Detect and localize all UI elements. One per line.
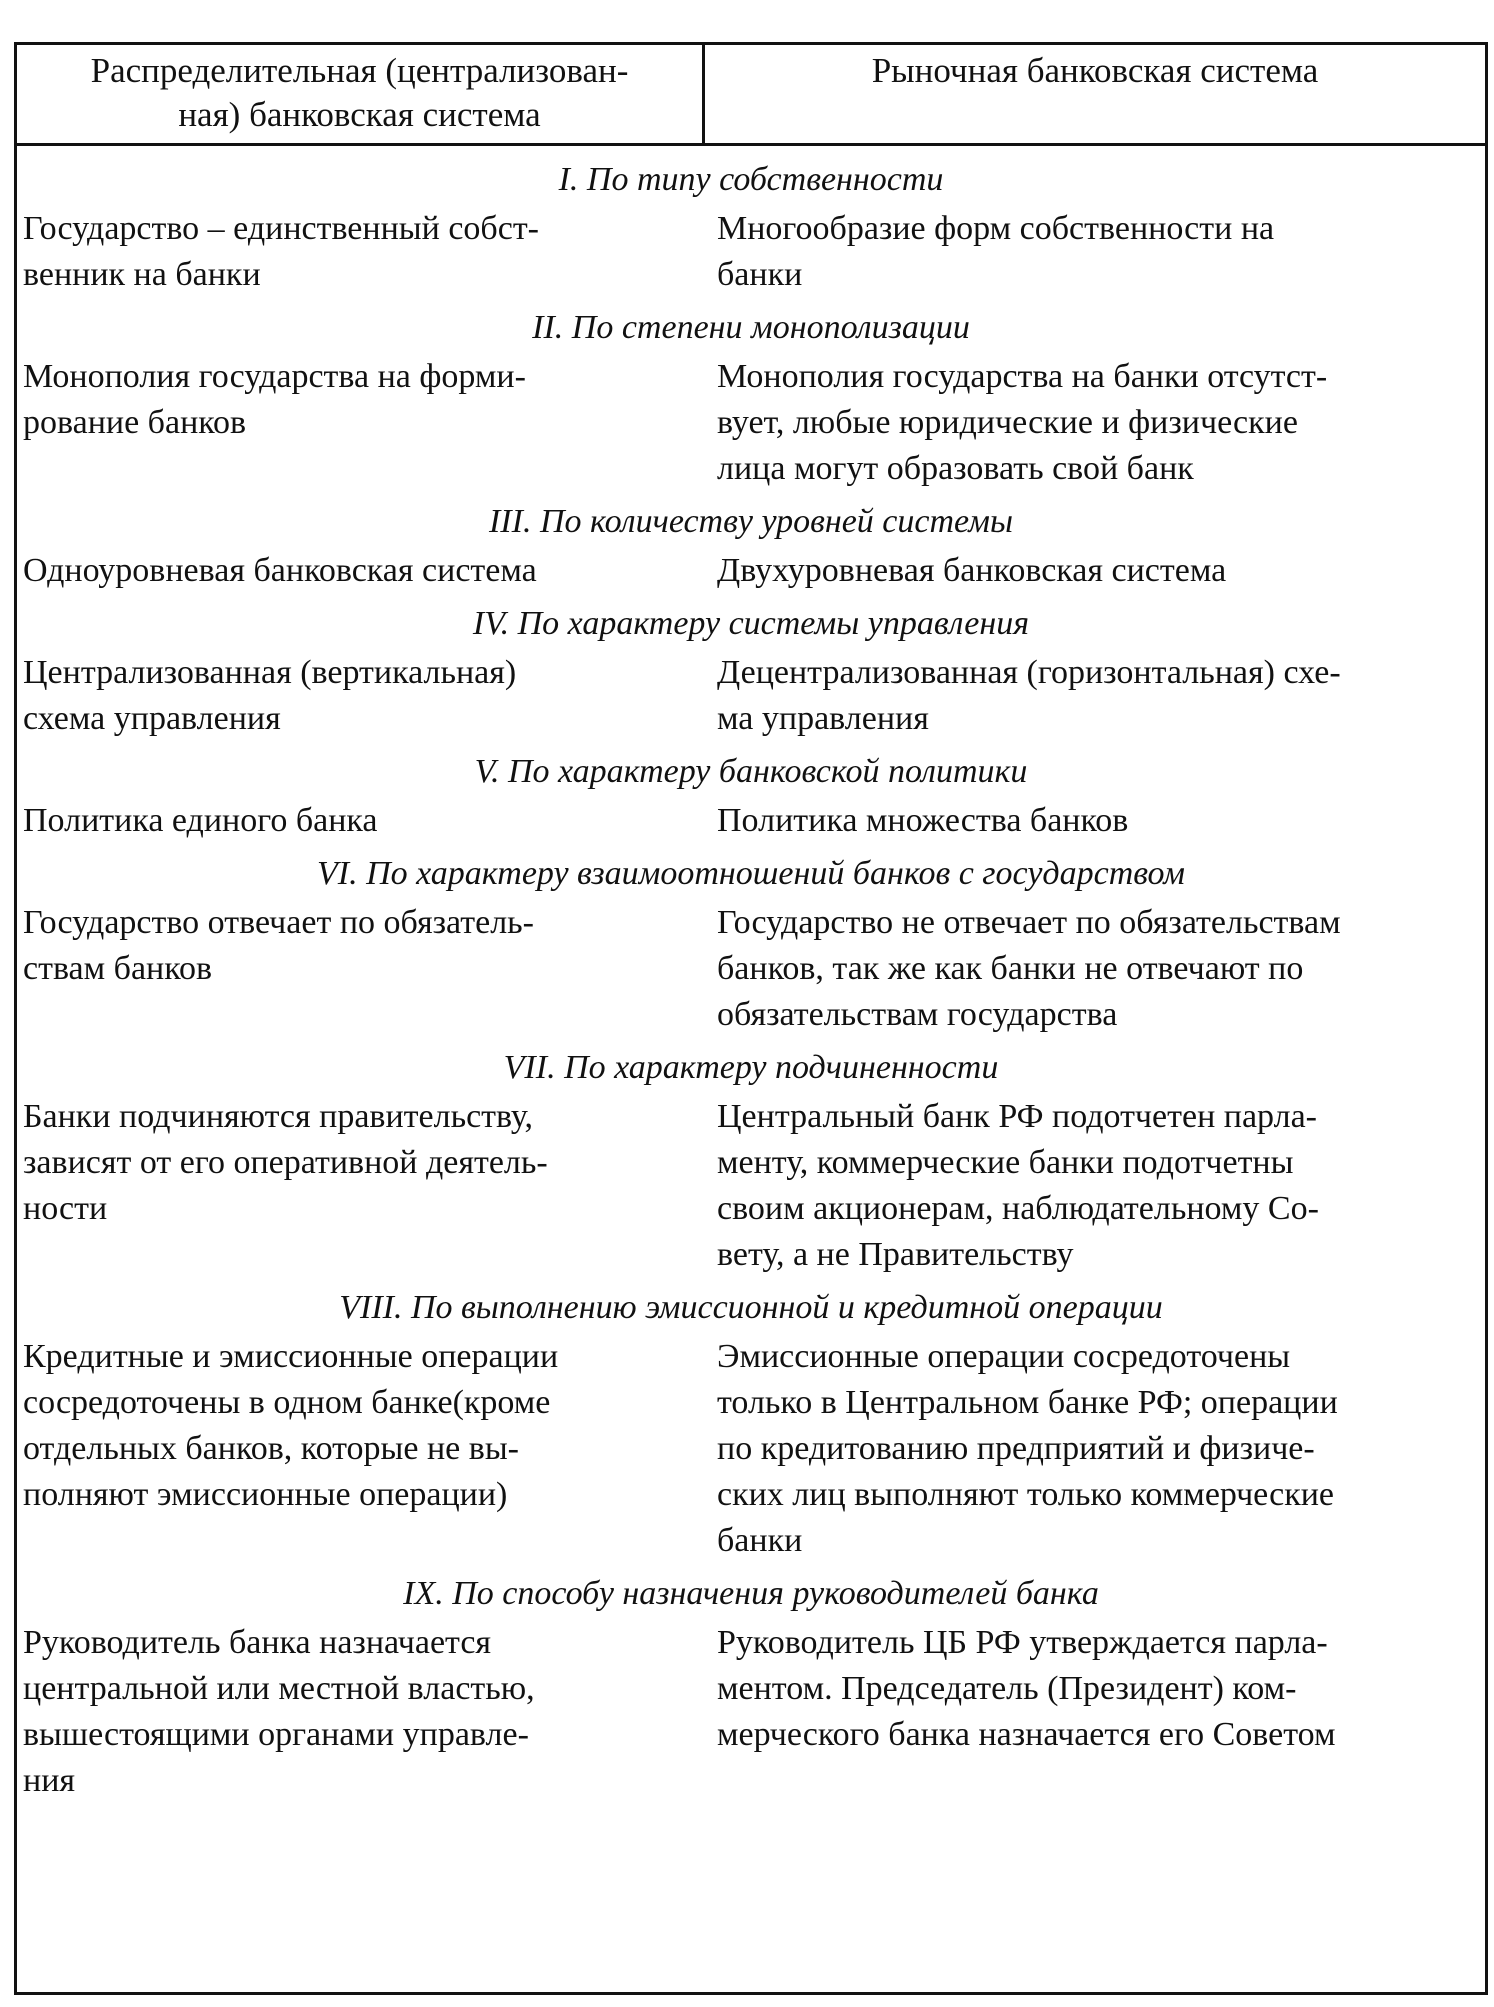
section-title: V. По характеру банковской политики (474, 753, 1028, 790)
cell-line: ствам банков (23, 950, 213, 987)
cell-line: Государство не отвечает по обязательствам (717, 904, 1341, 941)
cell-line: ских лиц выполняют только коммерческие (717, 1476, 1334, 1513)
market-cell (705, 354, 1485, 492)
cell-line: ма управления (717, 700, 929, 737)
table-row (17, 1334, 1485, 1564)
distributive-cell (17, 354, 705, 492)
distributive-cell (17, 206, 705, 298)
cell-line: центральной или местной властью, (23, 1670, 535, 1707)
cell-line: Государство отвечает по обязатель- (23, 904, 534, 941)
cell-line: лица могут образовать свой банк (717, 450, 1194, 487)
cell-line: Централизованная (вертикальная) (23, 654, 517, 691)
cell-line: Политика множества банков (717, 802, 1129, 839)
market-cell (705, 1334, 1485, 1564)
cell-line: мерческого банка назначается его Советом (717, 1716, 1336, 1753)
section-title: I. По типу собственности (558, 161, 944, 198)
cell-line: только в Центральном банке РФ; операции (717, 1384, 1338, 1421)
table-row (17, 354, 1485, 492)
cell-line: зависят от его оперативной деятель- (23, 1144, 548, 1181)
table-row (17, 548, 1485, 594)
cell-line: банков, так же как банки не отвечают по (717, 950, 1304, 987)
cell-line: Государство – единственный собст- (23, 210, 539, 247)
cell-line: Двухуровневая банковская система (717, 552, 1227, 589)
table-header (17, 45, 1485, 146)
cell-line: обязательствам государства (717, 996, 1118, 1033)
market-cell (705, 650, 1485, 742)
header-distributive-system (17, 45, 705, 143)
section-title: III. По количеству уровней системы (488, 503, 1014, 540)
header-left-line: Распределительная (централизован- (90, 51, 629, 90)
market-cell (705, 206, 1485, 298)
distributive-cell (17, 1620, 705, 1804)
header-market-system (705, 45, 1485, 143)
distributive-cell (17, 1094, 705, 1278)
section-title: II. По степени монополизации (532, 309, 970, 346)
header-right-line: Рыночная банковская система (871, 51, 1319, 90)
table-row (17, 650, 1485, 742)
section-title: VIII. По выполнению эмиссионной и кредитной операции (339, 1289, 1163, 1326)
section-title: IX. По способу назначения руководителей банка (403, 1575, 1099, 1612)
cell-line: ности (23, 1190, 108, 1227)
cell-line: Одноуровневая банковская система (23, 552, 537, 589)
cell-line: схема управления (23, 700, 281, 737)
cell-line: вует, любые юридические и физические (717, 404, 1298, 441)
cell-line: Децентрализованная (горизонтальная) схе- (717, 654, 1341, 691)
cell-line: Руководитель банка назначается (23, 1624, 492, 1661)
cell-line: Эмиссионные операции сосредоточены (717, 1338, 1291, 1375)
cell-line: рование банков (23, 404, 247, 441)
market-cell (705, 798, 1485, 844)
cell-line: Руководитель ЦБ РФ утверждается парла- (717, 1624, 1328, 1661)
cell-line: сосредоточены в одном банке(кроме (23, 1384, 551, 1421)
distributive-cell (17, 548, 705, 594)
table-row (17, 798, 1485, 844)
cell-line: Банки подчиняются правительству, (23, 1098, 534, 1135)
cell-line: по кредитованию предприятий и физиче- (717, 1430, 1315, 1467)
market-cell (705, 900, 1485, 1038)
table-row (17, 1620, 1485, 1804)
distributive-cell (17, 900, 705, 1038)
table-row (17, 206, 1485, 298)
section-title: VII. По характеру подчиненности (503, 1049, 999, 1086)
cell-line: банки (717, 1522, 803, 1559)
cell-line: менту, коммерческие банки подотчетны (717, 1144, 1294, 1181)
distributive-cell (17, 1334, 705, 1564)
section-title: VI. По характеру взаимоотношений банков с государством (317, 855, 1185, 892)
market-cell (705, 1094, 1485, 1278)
distributive-cell (17, 798, 705, 844)
cell-line: Центральный банк РФ подотчетен парла- (717, 1098, 1317, 1135)
cell-line: Многообразие форм собственности на (717, 210, 1275, 247)
section-title: IV. По характеру системы управления (472, 605, 1030, 642)
cell-line: полняют эмиссионные операции) (23, 1476, 508, 1513)
table-row (17, 1094, 1485, 1278)
cell-line: Кредитные и эмиссионные операции (23, 1338, 559, 1375)
cell-line: своим акционерам, наблюдательному Со- (717, 1190, 1319, 1227)
distributive-cell (17, 650, 705, 742)
cell-line: вету, а не Правительству (717, 1236, 1074, 1273)
table-body (17, 146, 1485, 1804)
cell-line: Политика единого банка (23, 802, 378, 839)
cell-line: вышестоящими органами управле- (23, 1716, 529, 1753)
cell-line: Монополия государства на банки отсутст- (717, 358, 1328, 395)
cell-line: ния (23, 1762, 76, 1799)
cell-line: Монополия государства на форми- (23, 358, 526, 395)
cell-line: ментом. Председатель (Президент) ком- (717, 1670, 1297, 1707)
table-row (17, 900, 1485, 1038)
market-cell (705, 548, 1485, 594)
cell-line: венник на банки (23, 256, 261, 293)
cell-line: отдельных банков, которые не вы- (23, 1430, 519, 1467)
cell-line: банки (717, 256, 803, 293)
market-cell (705, 1620, 1485, 1804)
header-left-line: ная) банковская система (178, 95, 541, 134)
comparison-table (14, 42, 1488, 1995)
